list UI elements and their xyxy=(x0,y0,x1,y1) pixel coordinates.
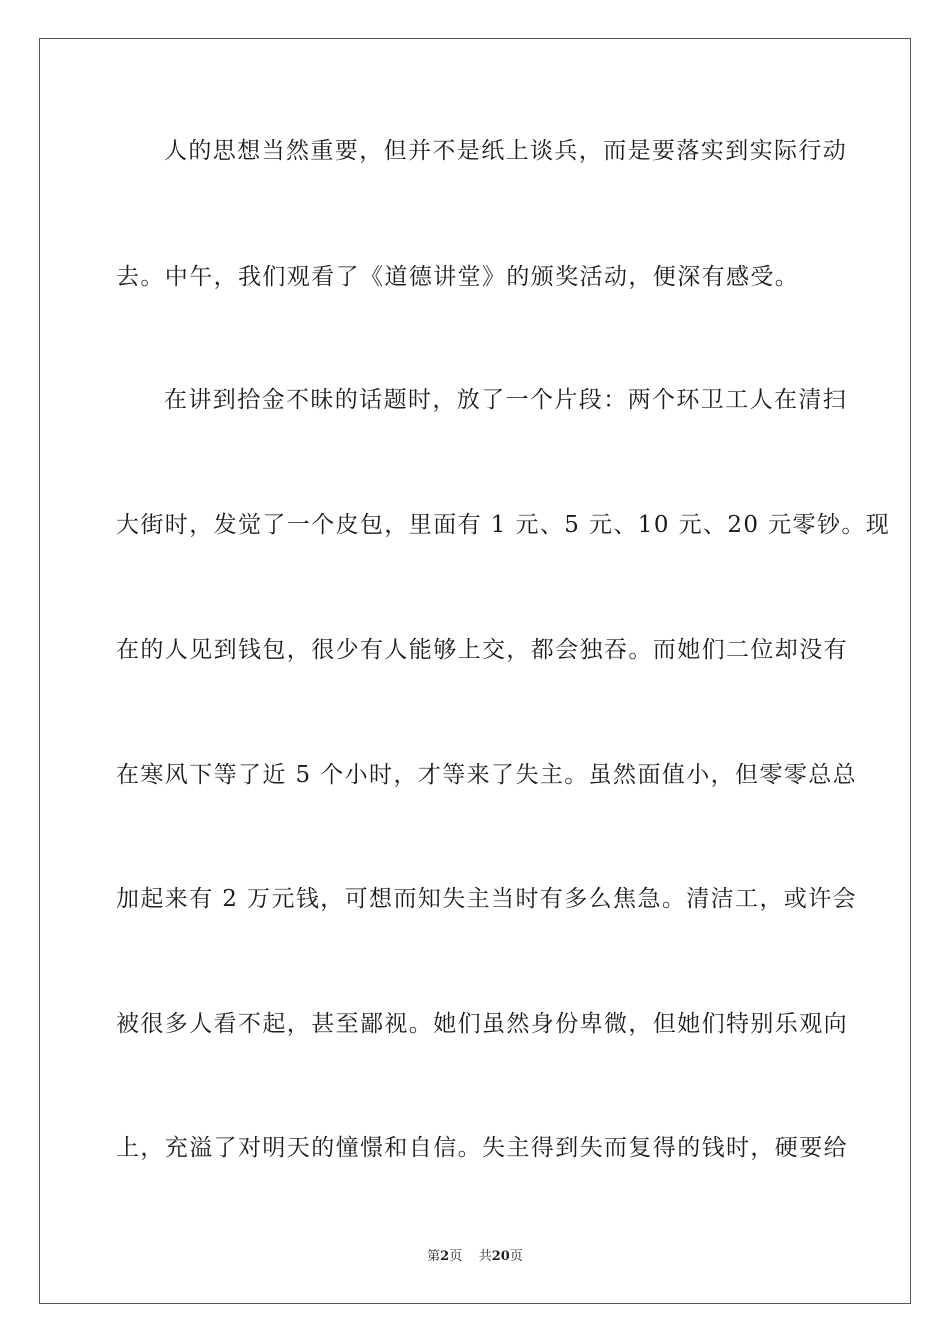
paragraph-1-line-1: 人的思想当然重要，但并不是纸上谈兵，而是要落实到实际行动 xyxy=(164,138,848,164)
paragraph-1-line-2: 去。中午，我们观看了《道德讲堂》的颁奖活动，便深有感受。 xyxy=(116,264,800,290)
footer-total-suffix: 页 xyxy=(509,1249,523,1264)
paragraph-2-line-1: 在讲到拾金不昧的话题时，放了一个片段：两个环卫工人在清扫 xyxy=(164,387,848,413)
paragraph-2-line-4: 在寒风下等了近 5 个小时，才等来了失主。虽然面值小，但零零总总 xyxy=(116,762,858,788)
paragraph-2-line-3: 在的人见到钱包，很少有人能够上交，都会独吞。而她们二位却没有 xyxy=(116,637,848,663)
page-frame xyxy=(39,38,911,1304)
footer-page-total: 20 xyxy=(491,1249,510,1264)
footer-total-prefix: 共 xyxy=(478,1249,492,1264)
paragraph-2-line-7: 上，充溢了对明天的憧憬和自信。失主得到失而复得的钱时，硬要给 xyxy=(116,1135,848,1161)
paragraph-2-line-5: 加起来有 2 万元钱，可想而知失主当时有多么焦急。清洁工，或许会 xyxy=(116,886,858,912)
paragraph-2-line-6: 被很多人看不起，甚至鄙视。她们虽然身份卑微，但她们特别乐观向 xyxy=(116,1011,848,1037)
paragraph-2-line-2: 大街时，发觉了一个皮包，里面有 1 元、5 元、10 元、20 元零钞。现 xyxy=(116,512,891,538)
footer-page-prefix: 第 xyxy=(427,1249,441,1264)
footer-page-current: 2 xyxy=(440,1249,450,1264)
footer-page-suffix: 页 xyxy=(449,1249,463,1264)
page-footer xyxy=(0,1248,950,1266)
